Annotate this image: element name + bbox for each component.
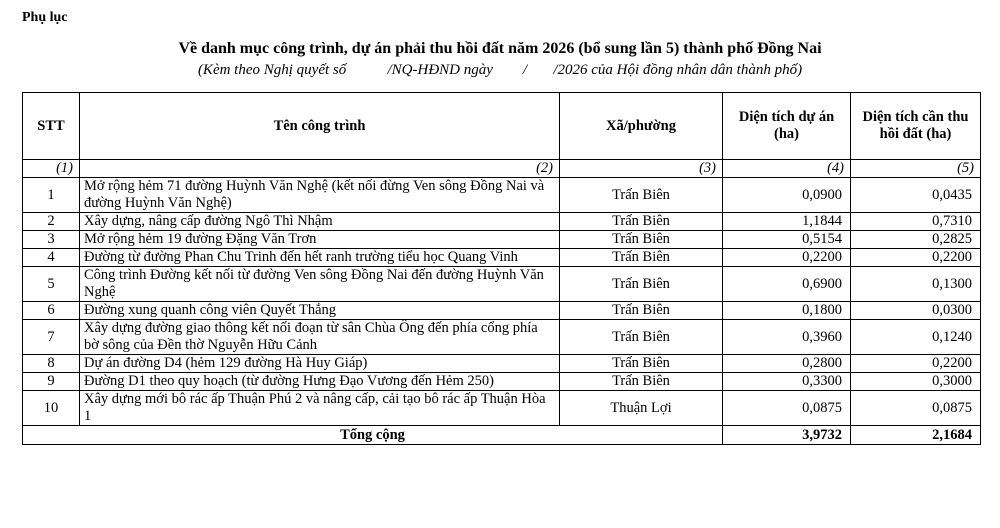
row-ward: Trấn Biên — [560, 249, 723, 267]
row-project-area: 0,1800 — [723, 302, 851, 320]
document-subtitle: (Kèm theo Nghị quyết số /NQ-HĐND ngày / /2026 của Hội đồng nhân dân thành phố) — [197, 62, 803, 78]
row-stt: 4 — [23, 249, 80, 267]
row-ward: Trấn Biên — [560, 213, 723, 231]
row-project-area: 0,6900 — [723, 267, 851, 302]
row-project-name: Dự án đường D4 (hẻm 129 đường Hà Huy Giáp) — [80, 355, 560, 373]
table-row — [23, 231, 981, 249]
table-row — [23, 249, 981, 267]
header-ward: Xã/phường — [560, 93, 723, 160]
row-stt: 6 — [23, 302, 80, 320]
table-row — [23, 373, 981, 391]
row-stt: 3 — [23, 231, 80, 249]
row-project-name: Mở rộng hẻm 71 đường Huỳnh Văn Nghệ (kết nối đừng Ven sông Đồng Nai và đường Huỳnh Văn Nghệ) — [80, 178, 560, 213]
row-project-name: Đường D1 theo quy hoạch (từ đường Hưng Đạo Vương đến Hẻm 250) — [80, 373, 560, 391]
row-ward: Trấn Biên — [560, 302, 723, 320]
row-ward: Trấn Biên — [560, 267, 723, 302]
total-area: 3,9732 — [723, 426, 851, 445]
column-number: (3) — [560, 160, 723, 178]
column-number: (5) — [851, 160, 981, 178]
row-project-area: 0,0875 — [723, 391, 851, 426]
table-row — [23, 213, 981, 231]
row-stt: 2 — [23, 213, 80, 231]
row-recover-area: 0,7310 — [851, 213, 981, 231]
table-row — [23, 302, 981, 320]
header-row — [23, 93, 981, 160]
appendix-label: Phụ lục — [22, 10, 68, 25]
header-stt: STT — [23, 93, 80, 160]
column-number-row — [23, 160, 981, 178]
row-project-area: 0,2200 — [723, 249, 851, 267]
row-project-area: 0,5154 — [723, 231, 851, 249]
row-recover-area: 0,1240 — [851, 320, 981, 355]
row-stt: 1 — [23, 178, 80, 213]
row-recover-area: 0,0300 — [851, 302, 981, 320]
total-row — [23, 426, 981, 445]
row-recover-area: 0,0435 — [851, 178, 981, 213]
column-number: (2) — [80, 160, 560, 178]
row-stt: 9 — [23, 373, 80, 391]
row-stt: 5 — [23, 267, 80, 302]
table-row — [23, 267, 981, 302]
row-project-name: Xây dựng đường giao thông kết nối đoạn từ sân Chùa Ông đến phía cổng phía bờ sông của Đền thờ Nguyễn Hữu Cảnh — [80, 320, 560, 355]
row-project-area: 0,0900 — [723, 178, 851, 213]
row-project-name: Xây dựng, nâng cấp đường Ngô Thì Nhậm — [80, 213, 560, 231]
row-ward: Trấn Biên — [560, 373, 723, 391]
row-stt: 7 — [23, 320, 80, 355]
header-area: Diện tích dự án (ha) — [723, 93, 851, 160]
row-ward: Trấn Biên — [560, 178, 723, 213]
column-number: (1) — [23, 160, 80, 178]
row-project-area: 0,3960 — [723, 320, 851, 355]
row-recover-area: 0,2200 — [851, 355, 981, 373]
row-recover-area: 0,2825 — [851, 231, 981, 249]
row-project-area: 0,3300 — [723, 373, 851, 391]
total-label: Tổng cộng — [23, 426, 723, 445]
document-title: Về danh mục công trình, dự án phải thu hồi đất năm 2026 (bổ sung lần 5) thành phố Đồng Nai — [178, 40, 822, 57]
column-number: (4) — [723, 160, 851, 178]
row-recover-area: 0,0875 — [851, 391, 981, 426]
table-row — [23, 320, 981, 355]
row-stt: 10 — [23, 391, 80, 426]
total-recover: 2,1684 — [851, 426, 981, 445]
row-project-name: Công trình Đường kết nối từ đường Ven sông Đồng Nai đến đường Huỳnh Văn Nghệ — [80, 267, 560, 302]
project-table — [22, 92, 981, 445]
row-project-name: Xây dựng mới bô rác ấp Thuận Phú 2 và nâng cấp, cải tạo bô rác ấp Thuận Hòa 1 — [80, 391, 560, 426]
header-name: Tên công trình — [80, 93, 560, 160]
row-project-name: Đường từ đường Phan Chu Trinh đến hết ranh trường tiểu học Quang Vinh — [80, 249, 560, 267]
row-project-area: 0,2800 — [723, 355, 851, 373]
table-row — [23, 355, 981, 373]
row-ward: Trấn Biên — [560, 355, 723, 373]
row-ward: Trấn Biên — [560, 231, 723, 249]
row-project-name: Đường xung quanh công viên Quyết Thắng — [80, 302, 560, 320]
table-row — [23, 391, 981, 426]
row-recover-area: 0,1300 — [851, 267, 981, 302]
row-project-name: Mở rộng hẻm 19 đường Đặng Văn Trơn — [80, 231, 560, 249]
row-recover-area: 0,2200 — [851, 249, 981, 267]
row-ward: Trấn Biên — [560, 320, 723, 355]
row-stt: 8 — [23, 355, 80, 373]
row-project-area: 1,1844 — [723, 213, 851, 231]
header-recover: Diện tích cần thu hồi đất (ha) — [851, 93, 981, 160]
table-row — [23, 178, 981, 213]
row-recover-area: 0,3000 — [851, 373, 981, 391]
row-ward: Thuận Lợi — [560, 391, 723, 426]
